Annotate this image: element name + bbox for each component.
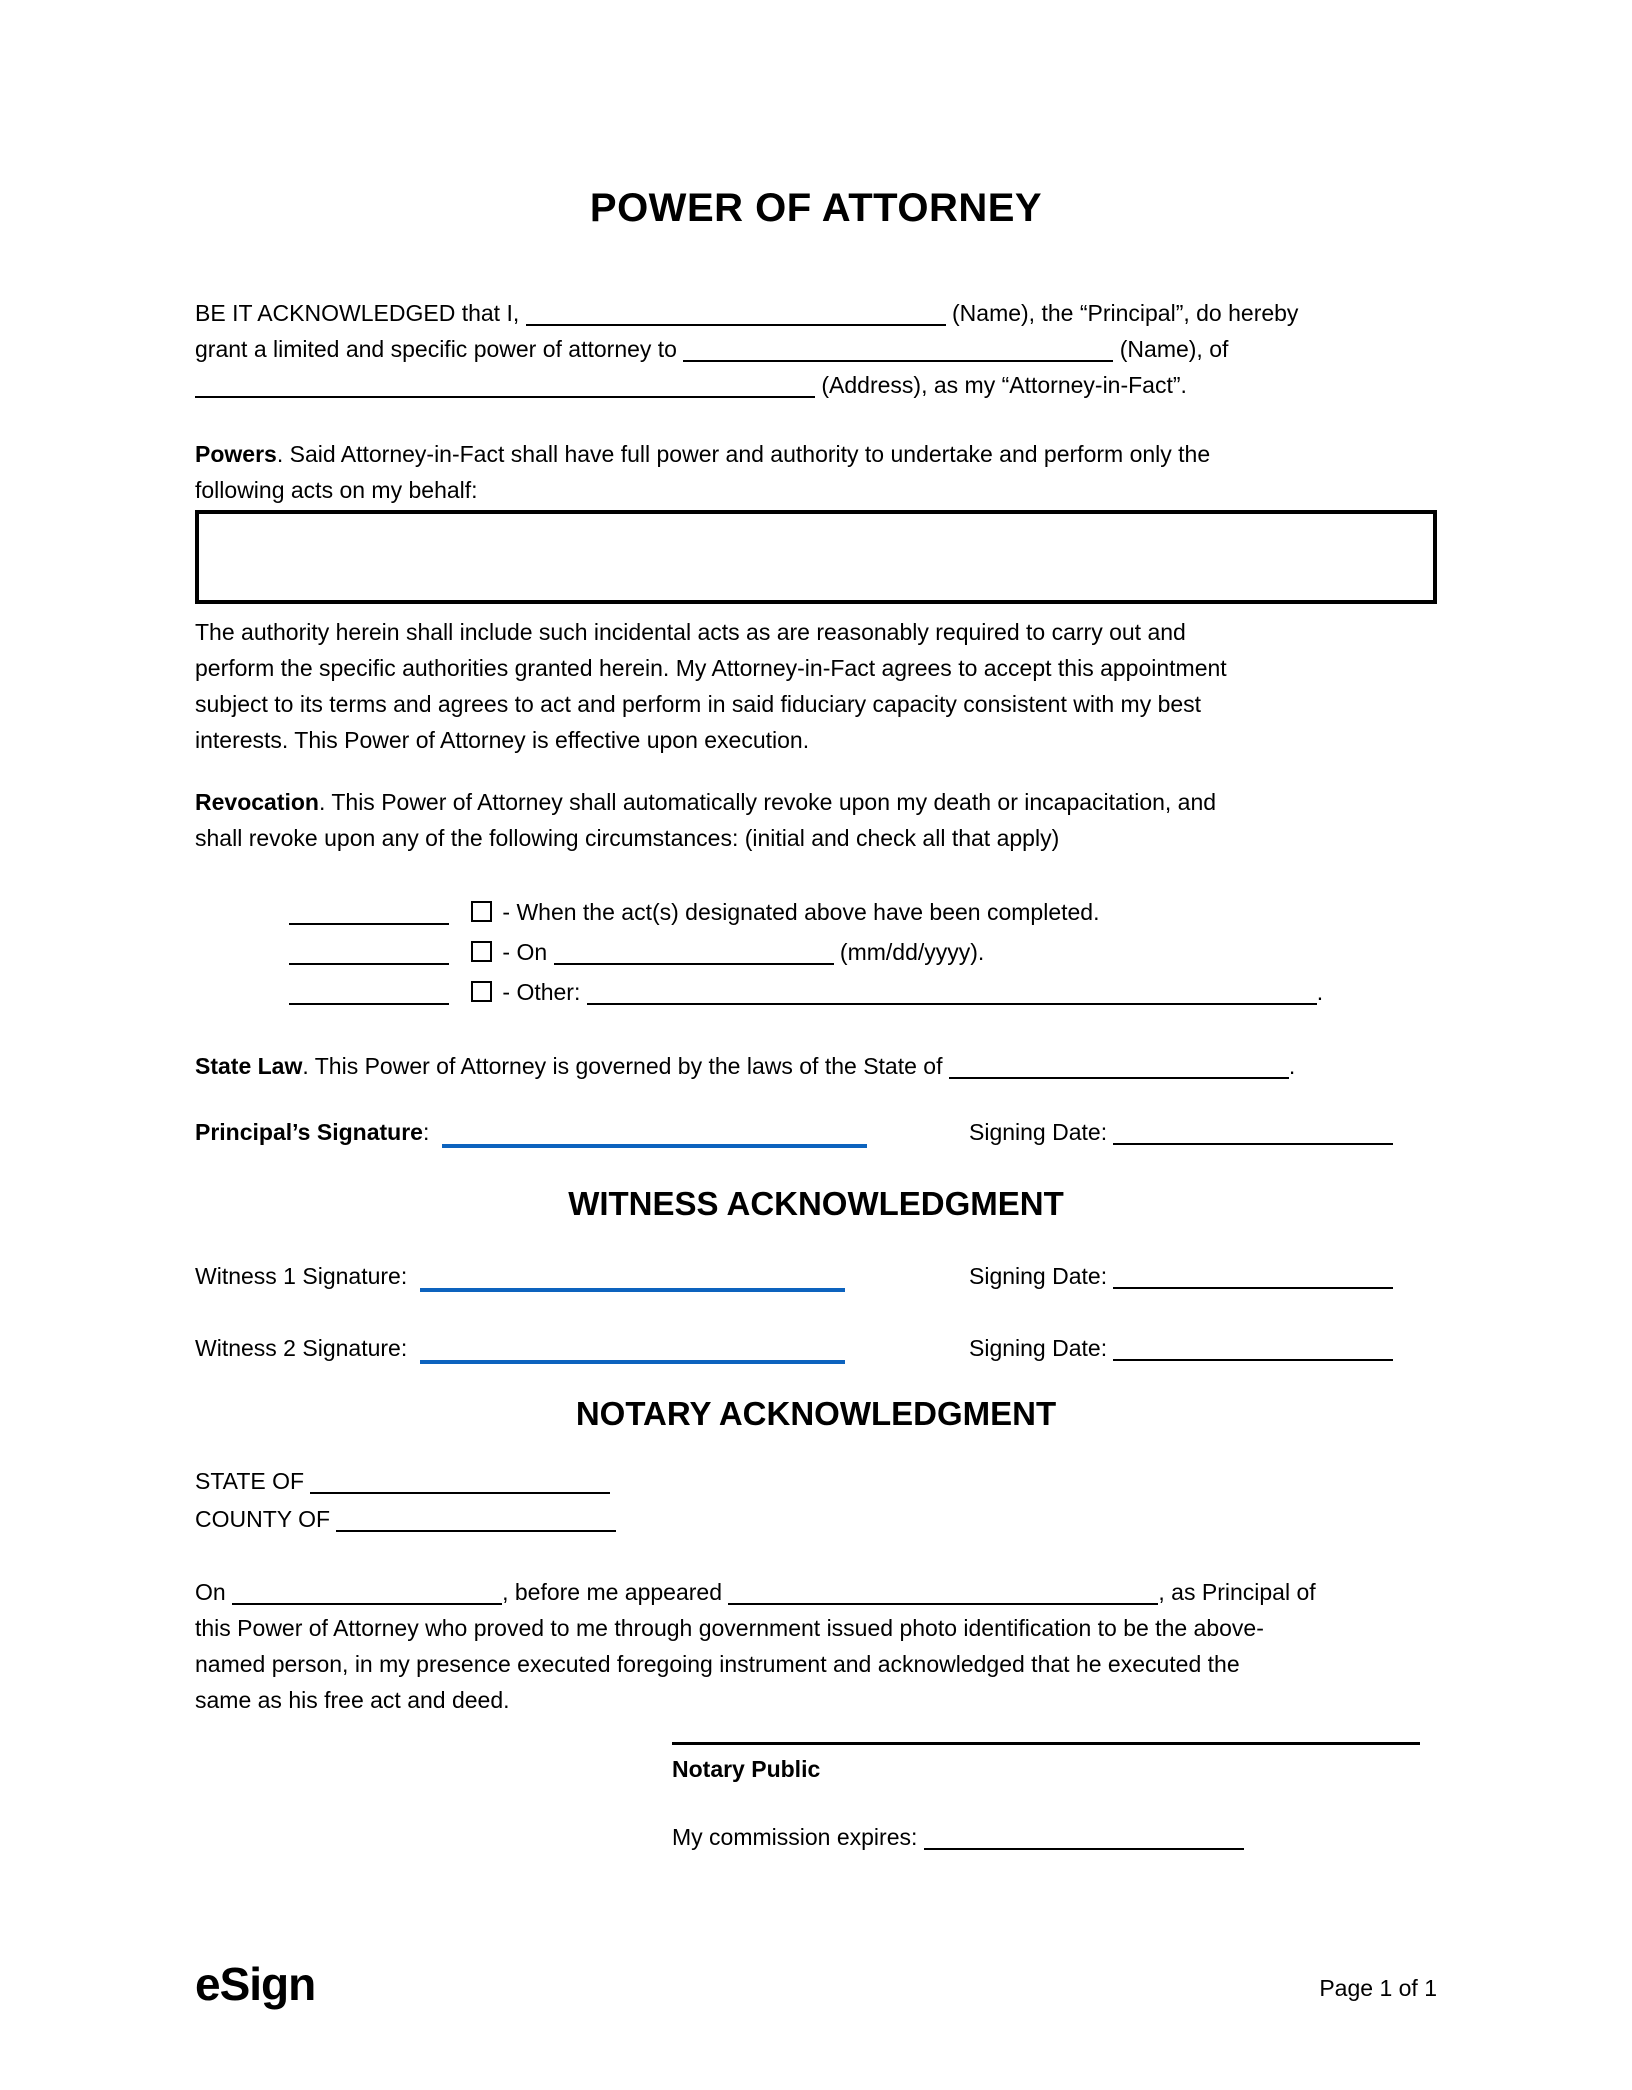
notary-text-3: , as Principal of — [1158, 1579, 1316, 1605]
principal-signature-colon: : — [422, 1119, 430, 1145]
revocation-initials-field-3[interactable] — [289, 1003, 449, 1005]
notary-state-county — [195, 1462, 1437, 1538]
notary-county-of-label: COUNTY OF — [195, 1506, 331, 1532]
principal-signature-field[interactable] — [442, 1144, 867, 1148]
authority-paragraph — [195, 614, 1437, 758]
attorney-address-field[interactable] — [195, 396, 815, 398]
revocation-heading: Revocation — [195, 789, 319, 815]
revocation-option-2 — [289, 932, 1437, 972]
state-law-paragraph — [195, 1048, 1437, 1084]
signing-date-label: Signing Date: — [969, 1335, 1108, 1361]
page-footer — [195, 1958, 1437, 2010]
witness-acknowledgment-heading: WITNESS ACKNOWLEDGMENT — [568, 1185, 1064, 1222]
state-law-text: . This Power of Attorney is governed by the laws of the State of — [302, 1053, 943, 1079]
revocation-checkbox-1[interactable] — [471, 901, 492, 922]
notary-state-of-label: STATE OF — [195, 1468, 305, 1494]
authority-line: perform the specific authorities granted herein. My Attorney-in-Fact agrees to accept this appointment — [195, 655, 1227, 681]
state-law-suffix: . — [1288, 1053, 1296, 1079]
witness2-signature-label: Witness 2 Signature: — [195, 1335, 408, 1361]
revocation-checkbox-2[interactable] — [471, 941, 492, 962]
intro-text-1: BE IT ACKNOWLEDGED that I, — [195, 300, 520, 326]
principal-name-field[interactable] — [526, 324, 946, 326]
notary-acknowledgment-heading: NOTARY ACKNOWLEDGMENT — [575, 1395, 1057, 1432]
notary-paragraph — [195, 1574, 1437, 1718]
witness1-signature-row — [195, 1258, 1437, 1294]
witness2-signature-row — [195, 1330, 1437, 1366]
signing-date-label: Signing Date: — [969, 1263, 1108, 1289]
revocation-paragraph — [195, 784, 1437, 856]
notary-principal-name-field[interactable] — [728, 1603, 1158, 1605]
notary-signature-block — [672, 1742, 1420, 1855]
intro-text-3: grant a limited and specific power of attorney to — [195, 336, 677, 362]
powers-heading: Powers — [195, 441, 277, 467]
powers-text-1: . Said Attorney-in-Fact shall have full power and authority to undertake and perform only the — [276, 441, 1211, 467]
intro-text-4: (Name), of — [1119, 336, 1229, 362]
revocation-option-2-label: - On — [502, 939, 548, 965]
revocation-text-1: . This Power of Attorney shall automatically revoke upon my death or incapacitation, and — [318, 789, 1217, 815]
revocation-initials-field-1[interactable] — [289, 923, 449, 925]
revocation-option-2-suffix: (mm/dd/yyyy). — [839, 939, 985, 965]
revocation-option-3-label: - Other: — [502, 979, 581, 1005]
revocation-checkbox-3[interactable] — [471, 981, 492, 1002]
intro-text-5: (Address), as my “Attorney-in-Fact”. — [821, 372, 1187, 398]
notary-date-field[interactable] — [232, 1603, 502, 1605]
revocation-other-field[interactable] — [587, 1003, 1317, 1005]
notary-county-field[interactable] — [336, 1530, 616, 1532]
notary-text-line: same as his free act and deed. — [195, 1687, 510, 1713]
revocation-initials-field-2[interactable] — [289, 963, 449, 965]
revocation-option-3-suffix: . — [1316, 979, 1324, 1005]
notary-text-line: named person, in my presence executed foregoing instrument and acknowledged that he executed the — [195, 1651, 1240, 1677]
notary-text-2: , before me appeared — [502, 1579, 723, 1605]
esign-logo: eSign — [195, 1958, 316, 2010]
notary-state-field[interactable] — [310, 1492, 610, 1494]
revocation-option-1-label: - When the act(s) designated above have been completed. — [502, 899, 1100, 925]
commission-expires-label: My commission expires: — [672, 1824, 918, 1850]
revocation-option-1 — [289, 892, 1437, 932]
intro-text-2: (Name), the “Principal”, do hereby — [952, 300, 1299, 326]
notary-signature-line[interactable] — [672, 1742, 1420, 1745]
commission-expiry-field[interactable] — [924, 1848, 1244, 1850]
intro-paragraph — [195, 295, 1437, 403]
authority-line: The authority herein shall include such incidental acts as are reasonably required to carry out and — [195, 619, 1186, 645]
powers-text-2: following acts on my behalf: — [195, 477, 478, 503]
authority-line: subject to its terms and agrees to act and perform in said fiduciary capacity consistent with my best — [195, 691, 1202, 717]
notary-text-line: this Power of Attorney who proved to me through government issued photo identification to be the above- — [195, 1615, 1264, 1641]
attorney-name-field[interactable] — [683, 360, 1113, 362]
powers-entry-box[interactable] — [195, 510, 1437, 604]
witness1-signature-field[interactable] — [420, 1288, 845, 1292]
witness2-signing-date-field[interactable] — [1113, 1359, 1393, 1361]
witness1-signature-label: Witness 1 Signature: — [195, 1263, 408, 1289]
state-law-heading: State Law — [195, 1053, 303, 1079]
revocation-option-3 — [289, 972, 1437, 1012]
principal-signature-label: Principal’s Signature — [195, 1119, 423, 1145]
revocation-text-2: shall revoke upon any of the following circumstances: (initial and check all that apply) — [195, 825, 1060, 851]
revocation-date-field[interactable] — [554, 963, 834, 965]
authority-line: interests. This Power of Attorney is effective upon execution. — [195, 727, 810, 753]
principal-signing-date-field[interactable] — [1113, 1143, 1393, 1145]
page-number: Page 1 of 1 — [1319, 1975, 1437, 2001]
revocation-options — [195, 892, 1437, 1012]
powers-paragraph — [195, 436, 1437, 508]
notary-public-label: Notary Public — [672, 1756, 821, 1782]
state-law-state-field[interactable] — [949, 1077, 1289, 1079]
signing-date-label: Signing Date: — [969, 1119, 1108, 1145]
document-title: POWER OF ATTORNEY — [589, 186, 1043, 230]
principal-signature-row — [195, 1114, 1437, 1150]
witness1-signing-date-field[interactable] — [1113, 1287, 1393, 1289]
notary-text-1: On — [195, 1579, 226, 1605]
witness2-signature-field[interactable] — [420, 1360, 845, 1364]
